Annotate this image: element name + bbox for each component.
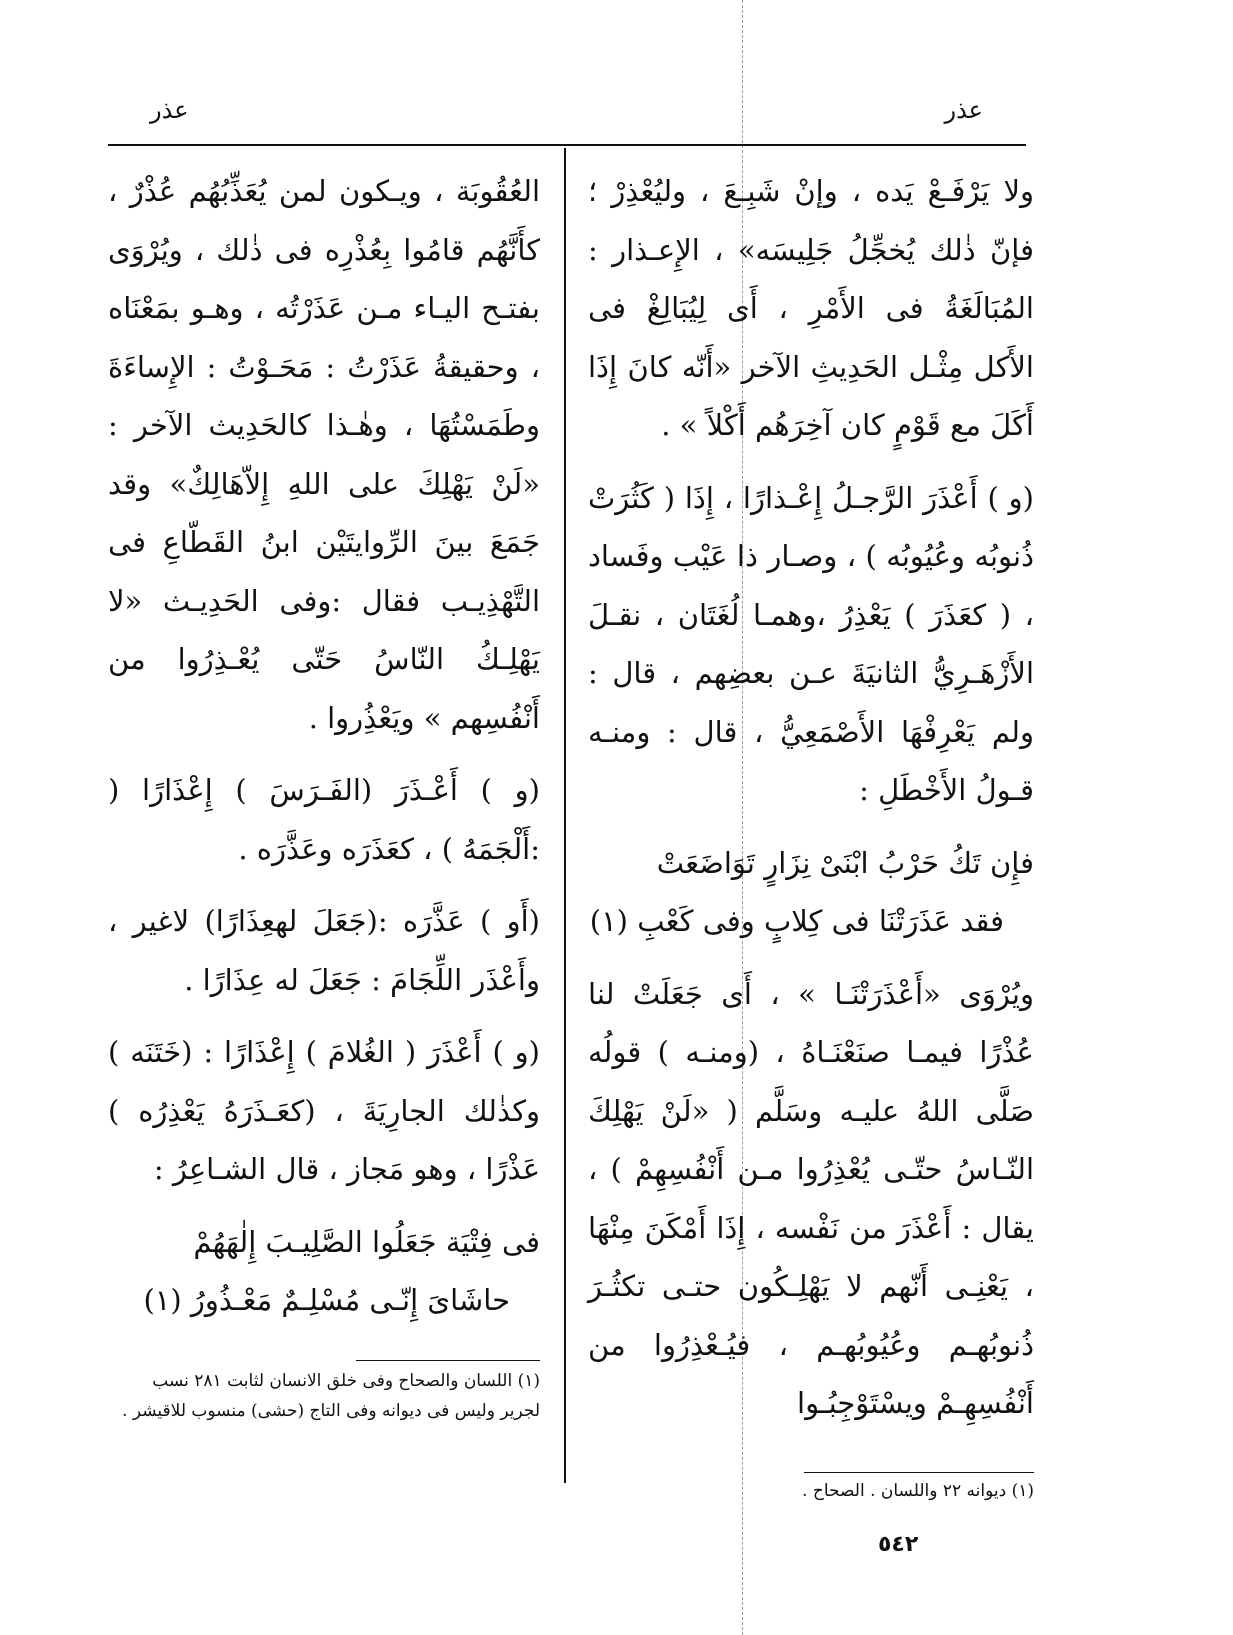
header-rule bbox=[108, 144, 1026, 146]
right-verse-line-2: فقد عَذَرَتْنَا فى كِلابٍ وفى كَعْبِ (١) bbox=[589, 904, 1004, 938]
right-footnote: (١) ديوانه ٢٢ واللسان . الصحاح . bbox=[802, 1481, 1034, 1501]
left-footnote: (١) اللسان والصحاح وفى خلق الانسان لثابت ٢٨١ نسب لجرير وليس فى ديوانه وفى التاج (حشى) منسوب للاقيشر . bbox=[122, 1371, 540, 1421]
page-number: ٥٤٢ bbox=[878, 1532, 919, 1557]
header-keyword-left: عذر bbox=[150, 96, 189, 124]
right-footnote-rule bbox=[804, 1472, 1034, 1473]
right-paragraph-2: (و ) أَعْذَرَ الرَّجـلُ إِعْـذارًا ، إِذَا ( كَثُرَتْ ذُنوبُه وعُيُوبُه ) ، وصـار ذا عَيْب وفَساد ، ( كعَذَرَ ) يَعْذِرُ ،وهمـا لُغَتَان ، نقـلَ الأَزْهَـرِيُّ الثانيَةَ عـن بعضِهم ، قال : ولم يَعْرِفْهَا الأَصْمَعِيُّ ، قال : ومنـه قـولُ الأَخْطَلِ : bbox=[588, 480, 1034, 807]
left-paragraph-3: (أَو ) عَذَّرَه :(جَعَلَ لهعِذَارًا) لاغير ، وأَعْذَر اللِّجَامَ : جَعَلَ له عِذَارًا . bbox=[108, 904, 540, 997]
left-footnote-rule bbox=[356, 1360, 540, 1361]
column-divider bbox=[564, 148, 566, 1483]
right-column bbox=[588, 162, 1034, 1447]
header-keyword-right: عذر bbox=[944, 96, 983, 124]
left-paragraph-1: العُقُوبَة ، ويـكون لمن يُعَذِّبُهُم عُذْرٌ ، كأَنَّهُم قامُوا بِعُذْرِه فى ذٰلك ، ويُرْوَى بفتـح اليـاء مـن عَذَرْتُه ، وهـو بمَعْنَاه ، وحقيقةُ عَذَرْتُ : مَحَـوْتُ : الإِساءَةَ وطَمَسْتُهَا ، وهٰـذا كالحَدِيث الآخر : «لَنْ يَهْلِكَ على اللهِ إِلاّهَالِكٌ» وقد جَمَعَ بينَ الرِّوايتَيْن ابنُ القَطّاعِ فى التَّهْذِيـب فقال :وفى الحَدِيـث «لا يَهْلِـكُ النّاسُ حَتّى يُعْـذِرُوا من أَنْفُسِهم » ويَعْذُِروا . bbox=[108, 174, 540, 735]
left-verse-line-2: حاشَاىَ إِنّـى مُسْلِـمٌ مَعْـذُورُ (١) bbox=[143, 1283, 510, 1317]
left-paragraph-4: (و ) أَعْذَرَ ( الغُلامَ ) إِعْذَارًا : (خَتَنَه ) وكذٰلك الجارِيَةَ ، (كعَـذَرَهُ يَعْذِرُه ) عَذْرًا ، وهو مَجاز ، قال الشـاعِرُ : bbox=[108, 1035, 540, 1186]
right-verse bbox=[588, 834, 1034, 951]
left-verse-line-1: فى فِتْيَة جَعَلُوا الصَّلِيـبَ إِلٰهَهُمْ bbox=[193, 1224, 540, 1259]
left-verse bbox=[108, 1213, 540, 1330]
right-paragraph-3: ويُرْوَى «أَعْذَرَتْنَـا » ، أَى جَعَلَتْ لنا عُذْرًا فيمـا صنَعْنَـاهُ ، (ومنـه ) قولُه صَلَّى اللهُ عليـه وسَلَّم ( «لَنْ يَهْلِكَ النّـاسُ حتّـى يُعْذِرُوا مـن أَنْفُسِهِمْ ) ، يقال : أَعْذَرَ من نَفْسه ، إِذَا أَمْكَنَ مِنْهَا ، يَعْنِـى أَنّهم لا يَهْلِـكُون حتـى تكثُـرَ ذُنوبُهـم وعُيُوبُهـم ، فيُـعْذِرُوا من أَنْفُسِهِـمْ ويسْتَوْجِبُـوا bbox=[588, 976, 1034, 1420]
left-column bbox=[108, 162, 540, 1344]
right-paragraph-1: ولا يَرْفَـعْ يَده ، وإنْ شَبِـعَ ، وليُعْذِرْ ؛ فإنّ ذٰلك يُخجِّلُ جَلِيسَه» ، الإِعـذار : المُبَالَغَةُ فى الأَمْرِ ، أَى لِيُبَالِغْ فى الأَكل مِثْـل الحَدِيثِ الآخر «أَنّه كانَ إِذَا أَكَلَ مع قَوْمٍ كان آخِرَهُم أَكْلاً » . bbox=[588, 174, 1034, 442]
right-verse-line-1: فإِن تَكُ حَرْبُ ابْنَىْ نِزَارٍ تَوَاضَعَتْ bbox=[656, 845, 1034, 880]
left-paragraph-2: (و ) أَعْـذَرَ (الفَـرَسَ ) إِعْذَارًا ( :أَلْجَمَهُ ) ، كعَذَرَه وعَذَّرَه . bbox=[108, 773, 540, 866]
